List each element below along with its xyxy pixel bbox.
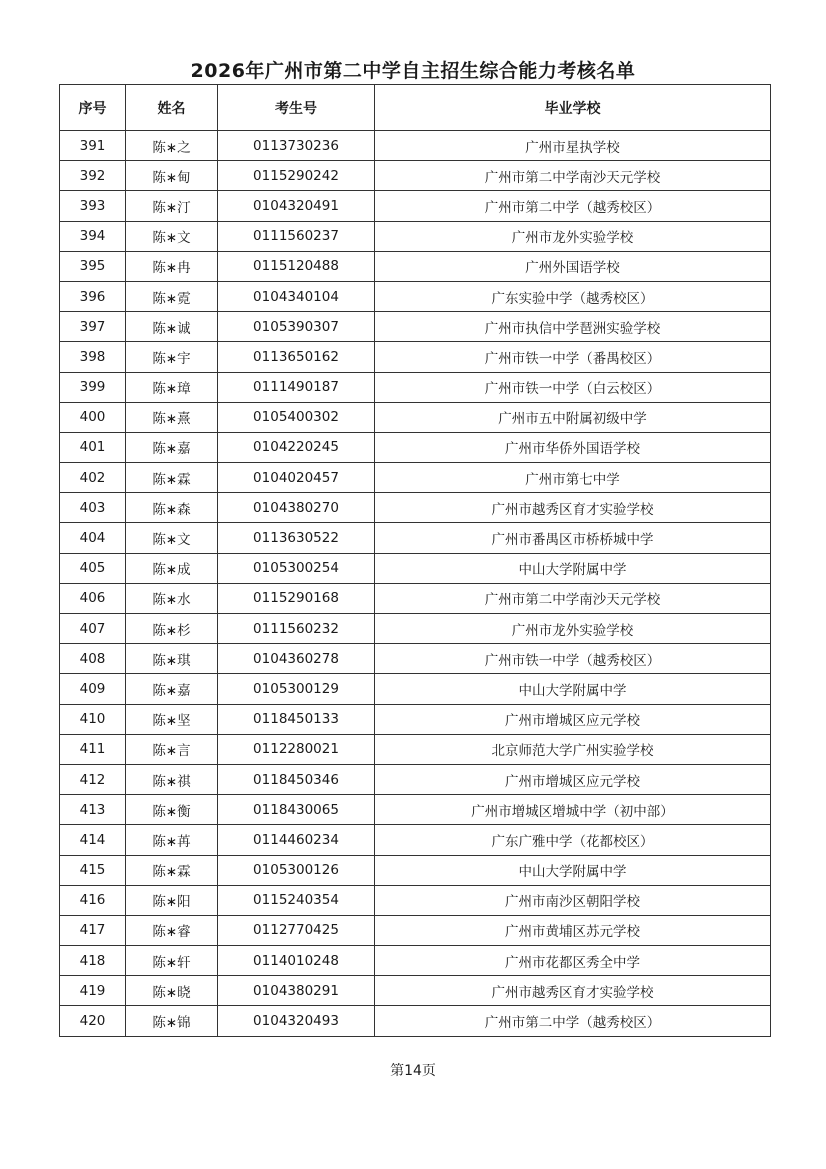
cell-seq: 393 [60, 191, 126, 221]
document-title: 2026年广州市第二中学自主招生综合能力考核名单 [190, 60, 636, 82]
cell-seq: 413 [60, 795, 126, 825]
cell-school: 广州市五中附属初级中学 [375, 402, 771, 432]
cell-exam-id: 0112280021 [218, 734, 375, 764]
cell-exam-id: 0104360278 [218, 644, 375, 674]
cell-school: 广州市南沙区朝阳学校 [375, 885, 771, 915]
cell-exam-id: 0105300129 [218, 674, 375, 704]
cell-exam-id: 0118450346 [218, 764, 375, 794]
cell-exam-id: 0105300254 [218, 553, 375, 583]
cell-exam-id: 0104380270 [218, 493, 375, 523]
header-seq: 序号 [60, 85, 126, 131]
table-row [60, 614, 771, 644]
cell-school: 广州市越秀区育才实验学校 [375, 976, 771, 1006]
table-row [60, 221, 771, 251]
table-row [60, 644, 771, 674]
cell-name: 陈∗水 [126, 583, 218, 613]
cell-exam-id: 0105390307 [218, 312, 375, 342]
table-row [60, 161, 771, 191]
cell-school: 广州市第二中学南沙天元学校 [375, 583, 771, 613]
cell-exam-id: 0111560237 [218, 221, 375, 251]
table-row [60, 1006, 771, 1036]
cell-name: 陈∗轩 [126, 946, 218, 976]
header-exam-id: 考生号 [218, 85, 375, 131]
table-row [60, 946, 771, 976]
cell-school: 广州外国语学校 [375, 251, 771, 281]
cell-school: 广州市执信中学琶洲实验学校 [375, 312, 771, 342]
cell-school: 广州市黄埔区苏元学校 [375, 915, 771, 945]
cell-name: 陈∗嘉 [126, 432, 218, 462]
table-body [60, 131, 771, 1037]
cell-seq: 392 [60, 161, 126, 191]
table-row [60, 131, 771, 161]
table-row [60, 583, 771, 613]
roster-table [59, 84, 771, 1037]
cell-exam-id: 0114010248 [218, 946, 375, 976]
cell-seq: 414 [60, 825, 126, 855]
cell-school: 广东广雅中学（花都校区） [375, 825, 771, 855]
cell-seq: 401 [60, 432, 126, 462]
table-row [60, 493, 771, 523]
cell-name: 陈∗睿 [126, 915, 218, 945]
cell-seq: 403 [60, 493, 126, 523]
table-row [60, 553, 771, 583]
cell-school: 广州市越秀区育才实验学校 [375, 493, 771, 523]
table-row [60, 372, 771, 402]
cell-name: 陈∗熹 [126, 402, 218, 432]
cell-exam-id: 0114460234 [218, 825, 375, 855]
cell-school: 广东实验中学（越秀校区） [375, 281, 771, 311]
header-name: 姓名 [126, 85, 218, 131]
table-row [60, 463, 771, 493]
cell-exam-id: 0115290168 [218, 583, 375, 613]
cell-name: 陈∗晓 [126, 976, 218, 1006]
cell-seq: 418 [60, 946, 126, 976]
cell-school: 广州市增城区应元学校 [375, 764, 771, 794]
cell-exam-id: 0112770425 [218, 915, 375, 945]
cell-name: 陈∗冉 [126, 251, 218, 281]
table-row [60, 825, 771, 855]
table-row [60, 523, 771, 553]
cell-school: 中山大学附属中学 [375, 855, 771, 885]
cell-school: 广州市番禺区市桥桥城中学 [375, 523, 771, 553]
cell-seq: 411 [60, 734, 126, 764]
table-row [60, 674, 771, 704]
cell-seq: 399 [60, 372, 126, 402]
cell-school: 广州市星执学校 [375, 131, 771, 161]
cell-seq: 410 [60, 704, 126, 734]
cell-school: 北京师范大学广州实验学校 [375, 734, 771, 764]
cell-school: 广州市铁一中学（番禺校区） [375, 342, 771, 372]
cell-exam-id: 0105400302 [218, 402, 375, 432]
cell-school: 广州市第二中学南沙天元学校 [375, 161, 771, 191]
table-row [60, 312, 771, 342]
cell-name: 陈∗森 [126, 493, 218, 523]
cell-name: 陈∗璋 [126, 372, 218, 402]
table-row [60, 885, 771, 915]
cell-seq: 419 [60, 976, 126, 1006]
cell-seq: 395 [60, 251, 126, 281]
table-row [60, 764, 771, 794]
cell-exam-id: 0105300126 [218, 855, 375, 885]
cell-seq: 412 [60, 764, 126, 794]
cell-exam-id: 0104320491 [218, 191, 375, 221]
cell-seq: 396 [60, 281, 126, 311]
cell-seq: 409 [60, 674, 126, 704]
table-row [60, 191, 771, 221]
cell-seq: 404 [60, 523, 126, 553]
header-school: 毕业学校 [375, 85, 771, 131]
cell-name: 陈∗之 [126, 131, 218, 161]
cell-seq: 398 [60, 342, 126, 372]
page-number: 第14页 [390, 1063, 436, 1079]
cell-exam-id: 0115240354 [218, 885, 375, 915]
cell-school: 广州市华侨外国语学校 [375, 432, 771, 462]
cell-exam-id: 0115290242 [218, 161, 375, 191]
cell-name: 陈∗祺 [126, 764, 218, 794]
cell-name: 陈∗嘉 [126, 674, 218, 704]
cell-name: 陈∗坚 [126, 704, 218, 734]
table-header-row [60, 85, 771, 131]
cell-name: 陈∗阳 [126, 885, 218, 915]
cell-school: 广州市第二中学（越秀校区） [375, 1006, 771, 1036]
cell-seq: 405 [60, 553, 126, 583]
table-row [60, 795, 771, 825]
cell-school: 广州市龙外实验学校 [375, 614, 771, 644]
cell-name: 陈∗甸 [126, 161, 218, 191]
cell-seq: 420 [60, 1006, 126, 1036]
cell-name: 陈∗杉 [126, 614, 218, 644]
cell-exam-id: 0104340104 [218, 281, 375, 311]
cell-name: 陈∗言 [126, 734, 218, 764]
cell-school: 广州市增城区应元学校 [375, 704, 771, 734]
table-row [60, 704, 771, 734]
cell-school: 广州市第二中学（越秀校区） [375, 191, 771, 221]
cell-name: 陈∗衡 [126, 795, 218, 825]
cell-seq: 397 [60, 312, 126, 342]
cell-school: 广州市第七中学 [375, 463, 771, 493]
table-row [60, 402, 771, 432]
cell-exam-id: 0118450133 [218, 704, 375, 734]
cell-school: 广州市铁一中学（白云校区） [375, 372, 771, 402]
cell-name: 陈∗琪 [126, 644, 218, 674]
cell-exam-id: 0115120488 [218, 251, 375, 281]
cell-exam-id: 0113630522 [218, 523, 375, 553]
cell-school: 广州市龙外实验学校 [375, 221, 771, 251]
cell-exam-id: 0104220245 [218, 432, 375, 462]
cell-exam-id: 0111490187 [218, 372, 375, 402]
cell-exam-id: 0104020457 [218, 463, 375, 493]
cell-school: 中山大学附属中学 [375, 674, 771, 704]
cell-seq: 415 [60, 855, 126, 885]
cell-school: 广州市铁一中学（越秀校区） [375, 644, 771, 674]
cell-seq: 402 [60, 463, 126, 493]
cell-name: 陈∗汀 [126, 191, 218, 221]
cell-name: 陈∗宇 [126, 342, 218, 372]
cell-exam-id: 0104380291 [218, 976, 375, 1006]
table-row [60, 342, 771, 372]
cell-school: 广州市增城区增城中学（初中部） [375, 795, 771, 825]
table-row [60, 432, 771, 462]
cell-name: 陈∗文 [126, 221, 218, 251]
table-row [60, 251, 771, 281]
cell-exam-id: 0113650162 [218, 342, 375, 372]
cell-exam-id: 0113730236 [218, 131, 375, 161]
table-row [60, 855, 771, 885]
cell-seq: 394 [60, 221, 126, 251]
cell-name: 陈∗霓 [126, 281, 218, 311]
cell-exam-id: 0118430065 [218, 795, 375, 825]
cell-name: 陈∗霖 [126, 855, 218, 885]
cell-name: 陈∗成 [126, 553, 218, 583]
cell-name: 陈∗苒 [126, 825, 218, 855]
cell-seq: 416 [60, 885, 126, 915]
cell-name: 陈∗文 [126, 523, 218, 553]
cell-school: 广州市花都区秀全中学 [375, 946, 771, 976]
cell-name: 陈∗霖 [126, 463, 218, 493]
table-row [60, 734, 771, 764]
cell-name: 陈∗锦 [126, 1006, 218, 1036]
cell-seq: 391 [60, 131, 126, 161]
cell-seq: 407 [60, 614, 126, 644]
cell-seq: 400 [60, 402, 126, 432]
cell-seq: 417 [60, 915, 126, 945]
table-row [60, 281, 771, 311]
cell-exam-id: 0111560232 [218, 614, 375, 644]
cell-exam-id: 0104320493 [218, 1006, 375, 1036]
cell-school: 中山大学附属中学 [375, 553, 771, 583]
table-row [60, 976, 771, 1006]
cell-name: 陈∗诚 [126, 312, 218, 342]
cell-seq: 408 [60, 644, 126, 674]
table-row [60, 915, 771, 945]
cell-seq: 406 [60, 583, 126, 613]
